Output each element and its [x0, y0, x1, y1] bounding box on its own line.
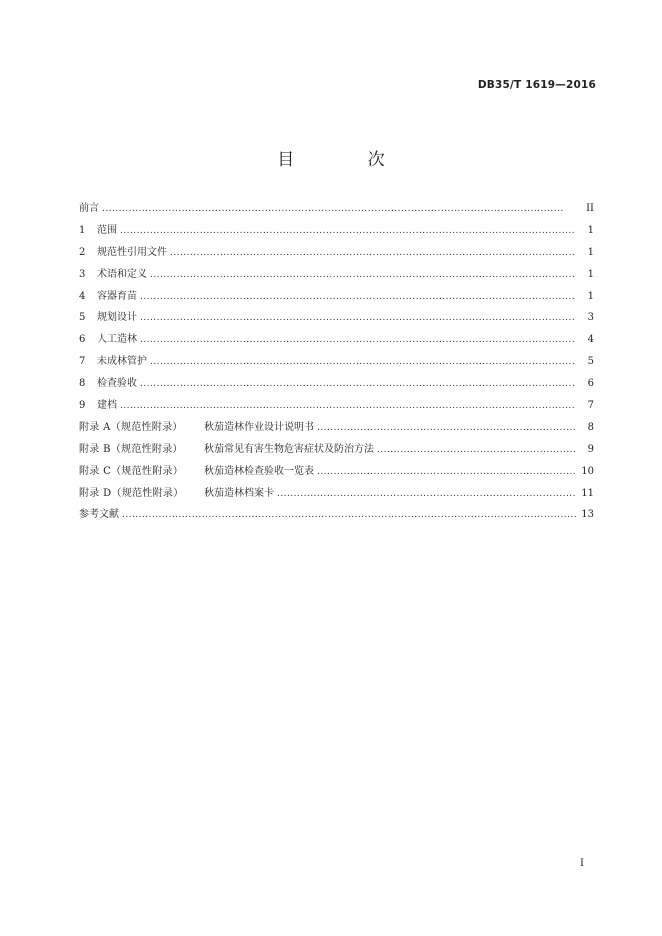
toc-entry-text: 检查验收 — [97, 378, 137, 390]
toc-page-number: 13 — [581, 509, 594, 521]
toc-entry-number: 3 — [79, 268, 86, 280]
toc-dot-leader — [140, 313, 576, 323]
toc-entry-references[interactable] — [79, 505, 594, 527]
toc-entry-text: 范围 — [97, 224, 117, 236]
toc-dot-leader — [120, 401, 576, 411]
toc-entry-text: 前言 — [79, 203, 99, 214]
toc-dot-leader — [377, 445, 576, 455]
toc-dot-leader — [317, 423, 576, 433]
toc-entry-text: 秋茄造林作业设计说明书 — [204, 421, 314, 433]
toc-entry-container-seedlings[interactable] — [79, 287, 594, 309]
toc-page-number: 8 — [587, 421, 594, 433]
toc-dot-leader — [140, 335, 576, 345]
toc-dot-leader — [150, 357, 576, 367]
page-number: I — [580, 858, 584, 869]
toc-entry-appendix-d[interactable] — [79, 484, 594, 506]
toc-page-number: 5 — [587, 356, 594, 368]
toc-entry-young-forest-management[interactable] — [79, 352, 594, 374]
document-code: DB35/T 1619—2016 — [477, 79, 596, 91]
toc-entry-text: 建档 — [97, 400, 117, 412]
toc-entry-number: 4 — [79, 290, 86, 302]
toc-entry-text: 容器育苗 — [97, 290, 137, 302]
toc-entry-terms-definitions[interactable] — [79, 265, 594, 287]
toc-page-number: 10 — [581, 465, 594, 477]
toc-page-number: 9 — [587, 443, 594, 455]
toc-dot-leader — [150, 270, 576, 280]
table-of-contents — [79, 199, 594, 527]
toc-entry-number: 2 — [79, 246, 86, 258]
toc-page-number: 1 — [587, 268, 594, 280]
toc-entry-text: 人工造林 — [97, 334, 137, 346]
toc-page-number: 7 — [587, 400, 594, 412]
toc-entry-text: 秋茄造林档案卡 — [204, 487, 274, 499]
toc-dot-leader — [277, 489, 576, 499]
toc-page-number: 1 — [587, 290, 594, 302]
toc-page-number: 1 — [587, 224, 594, 236]
toc-appendix-label: 附录 B（规范性附录） — [79, 443, 183, 455]
toc-page-number: 11 — [581, 487, 594, 499]
toc-entry-text: 秋茄造林检查验收一览表 — [204, 465, 314, 477]
toc-entry-number: 7 — [79, 356, 86, 368]
toc-appendix-label: 附录 D（规范性附录） — [79, 487, 184, 499]
toc-entry-text: 术语和定义 — [97, 268, 147, 280]
toc-entry-number: 5 — [79, 312, 86, 324]
toc-dot-leader — [317, 467, 576, 477]
toc-dot-leader — [170, 248, 576, 258]
toc-page-number: 1 — [587, 246, 594, 258]
toc-entry-number: 6 — [79, 334, 86, 346]
toc-entry-number: 9 — [79, 400, 86, 412]
toc-dot-leader — [140, 292, 576, 302]
toc-dot-leader — [102, 204, 576, 214]
toc-dot-leader — [120, 226, 576, 236]
toc-entry-text: 规划设计 — [97, 312, 137, 324]
toc-entry-text: 秋茄常见有害生物危害症状及防治方法 — [204, 443, 374, 455]
toc-entry-text: 参考文献 — [79, 509, 119, 521]
toc-dot-leader — [122, 510, 576, 520]
toc-entry-appendix-a[interactable] — [79, 418, 594, 440]
toc-entry-artificial-afforestation[interactable] — [79, 330, 594, 352]
toc-page-number: 4 — [587, 334, 594, 346]
toc-entry-inspection-acceptance[interactable] — [79, 374, 594, 396]
toc-entry-scope[interactable] — [79, 221, 594, 243]
toc-entry-appendix-b[interactable] — [79, 440, 594, 462]
toc-entry-planning-design[interactable] — [79, 308, 594, 330]
toc-entry-appendix-c[interactable] — [79, 462, 594, 484]
toc-entry-text: 规范性引用文件 — [97, 246, 167, 258]
toc-page-number: 6 — [587, 378, 594, 390]
toc-page-number: 3 — [587, 312, 594, 324]
toc-appendix-label: 附录 C（规范性附录） — [79, 465, 184, 477]
toc-entry-foreword[interactable] — [79, 199, 594, 221]
toc-page-number: II — [586, 203, 594, 214]
toc-dot-leader — [140, 379, 576, 389]
toc-entry-number: 8 — [79, 378, 86, 390]
toc-entry-archiving[interactable] — [79, 396, 594, 418]
toc-entry-normative-references[interactable] — [79, 243, 594, 265]
toc-title: 目 次 — [277, 150, 419, 170]
toc-entry-text: 未成林管护 — [97, 356, 147, 368]
toc-appendix-label: 附录 A（规范性附录） — [79, 421, 183, 433]
toc-entry-number: 1 — [79, 224, 86, 236]
